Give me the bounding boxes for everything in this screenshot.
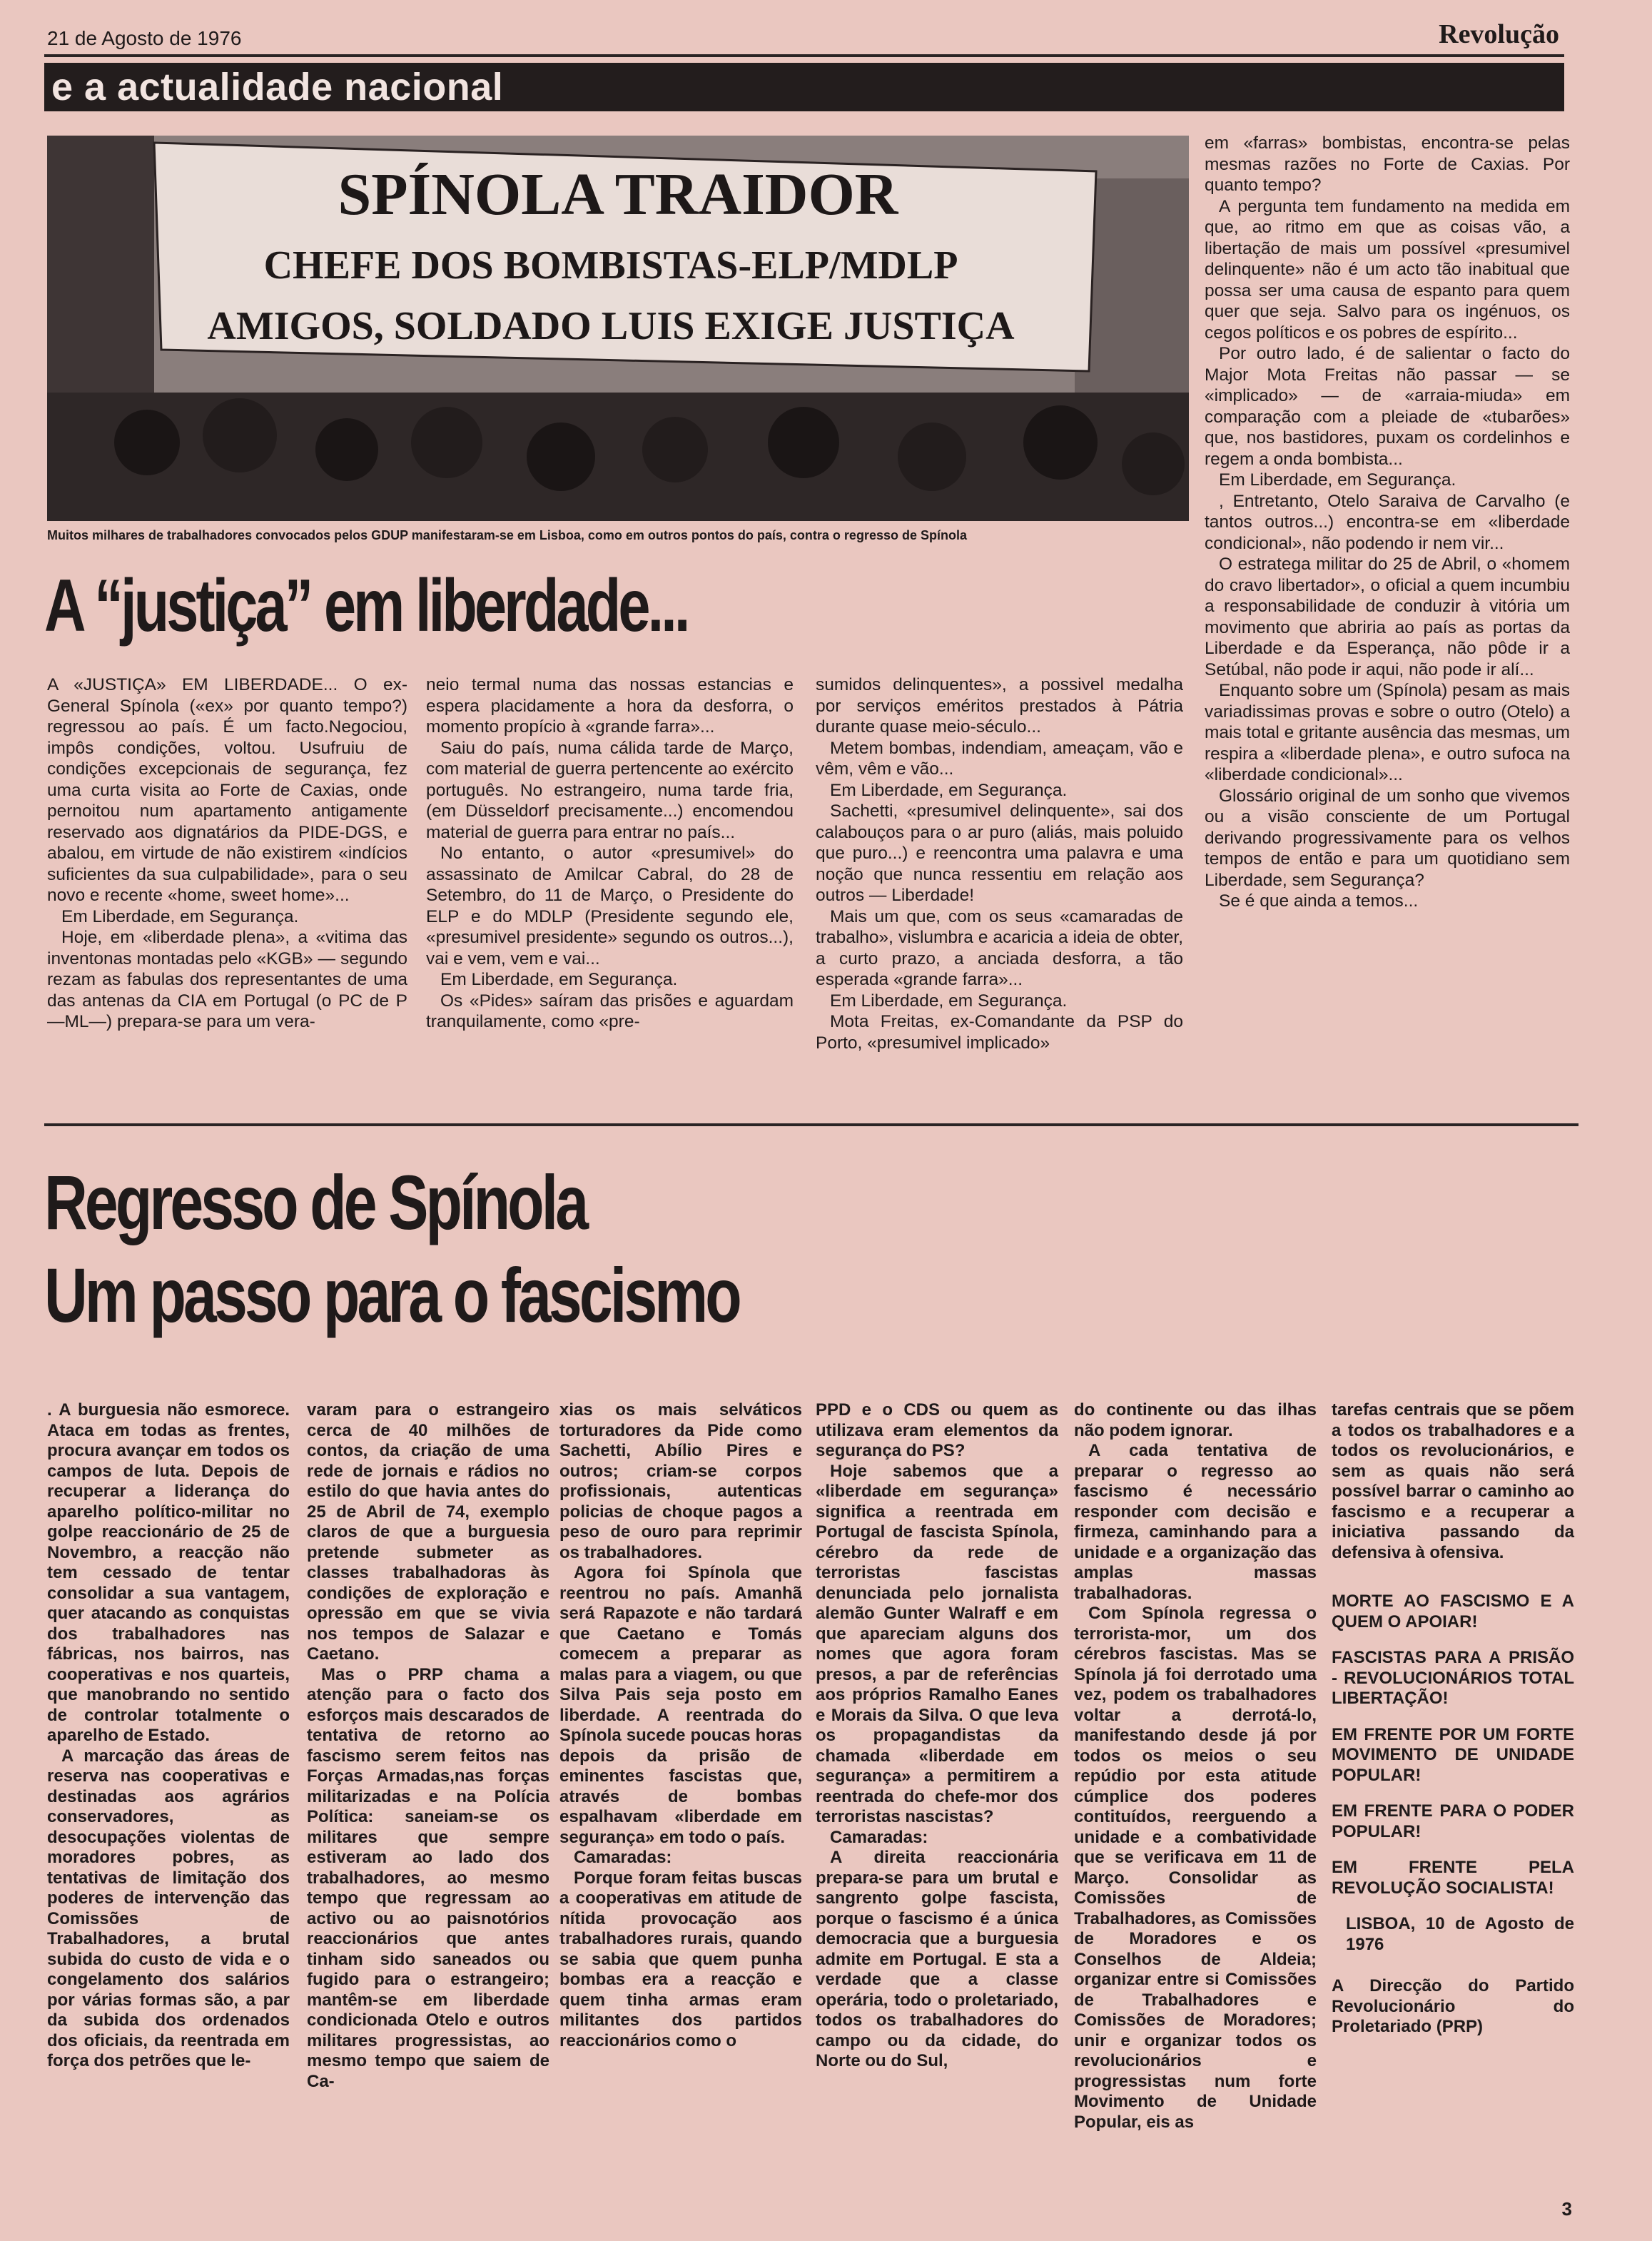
article2-headline-line-2: Um passo para o fascismo	[44, 1252, 739, 1338]
article1-headline: A “justiça” em liberdade...	[44, 565, 688, 647]
article1-column-1	[47, 674, 407, 1033]
paragraph: Hoje, em «liberdade plena», a «vitima das inventonas montadas pelo «KGB» — segundo rezam as fabulas dos representantes de uma das antenas da CIA em Portugal (o PC de P —ML—) prepara-se para um vera-	[47, 928, 407, 1031]
article2-headline	[44, 1156, 739, 1342]
paragraph: Enquanto sobre um (Spínola) pesam as mais variadissimas provas e sobre o outro (Otelo) a mais total e gritante ausência das mesmas, um respira a «liberdade plena», e outro sufoca na «liberdade condicional»...	[1205, 681, 1571, 784]
paragraph: , Entretanto, Otelo Saraiva de Carvalho (e tantos outros...) encontra-se em «liberdade condicional», não podendo ir nem vir...	[1205, 491, 1570, 553]
article2-column-1	[47, 1400, 290, 2072]
paragraph: Sachetti, «presumivel delinquente», sai dos calabouços para o ar puro (aliás, mais poluido que puro...) e reencontra uma palavra e uma noção que nunca ressentiu em relação aos outros — Liberdade!	[816, 801, 1183, 905]
paragraph: A pergunta tem fundamento na medida em que, ao ritmo em que as coisas vão, a libertação de mais um possível «presumivel delinquente» não é um acto tão inabitual que possa ser uma causa de espanto para quem quer que seja. Salvo para os ingénuos, os cegos políticos e os pobres de espírito...	[1205, 196, 1570, 343]
article1-column-3	[816, 674, 1183, 1053]
article2-column-6	[1332, 1400, 1574, 2038]
paragraph: Os «Pides» saíram das prisões e aguardam tranquilamente, como «pre-	[426, 991, 794, 1031]
paragraph: Glossário original de um sonho que vivemos ou a visão consciente de um Portugal derivando progressivamente para os velhos tempos de então e para um quotidiano sem Liberdade, sem Segurança?	[1205, 786, 1570, 890]
paragraph: Mais um que, com os seus «camaradas de trabalho», vislumbra e acaricia a ideia de obter, a curto prazo, a anciada desforra, a tão esperada «grande farra»...	[816, 906, 1183, 989]
paragraph: No entanto, o autor «presumivel» do assassinato de Amilcar Cabral, do 28 de Setembro, do 11 de Março, o Presidente do ELP e do MDLP (Presidente segundo ele, «presumivel presidente» segundo os outros...), vai e vem, vem e vai...	[426, 844, 794, 968]
section-bar	[44, 63, 1564, 111]
paragraph: A cada tentativa de preparar o regresso ao fascismo é necessário responder com decisão e firmeza, caminhando para a unidade e a organização das amplas massas trabalhadoras.	[1074, 1441, 1317, 1603]
paragraph: Em Liberdade, em Segurança.	[440, 970, 678, 989]
paragraph: Metem bombas, indendiam, ameaçam, vão e vêm, vêm e vão...	[816, 738, 1183, 779]
paragraph: Em Liberdade, em Segurança.	[61, 906, 299, 926]
place-date: LISBOA, 10 de Agosto de 1976	[1346, 1914, 1574, 1954]
protest-photo-illustration	[47, 136, 1189, 521]
paragraph: tarefas centrais que se põem a todos os trabalhadores e a todos os revolucionários, e sem as quais não será possível barrar o caminho ao fascismo e a recuperar a iniciativa passando da defensiva à ofensiva.	[1332, 1400, 1574, 1562]
article1-column-2	[426, 674, 794, 1033]
section-title: e a actualidade nacional	[51, 66, 504, 108]
article1-column-4	[1205, 133, 1570, 912]
paragraph: Porque foram feitas buscas a cooperativas em atitude de nítida provocação aos trabalhadores rurais, quando se sabia que quem punha bombas era a reacção e quem tinha armas eram militantes dos partidos reaccionários como o	[559, 1868, 802, 2050]
article2-headline-line-1: Regresso de Spínola	[44, 1159, 587, 1245]
slogan: EM FRENTE POR UM FORTE MOVIMENTO DE UNIDADE POPULAR!	[1332, 1724, 1574, 1785]
banner-line-1: SPÍNOLA TRAIDOR	[338, 161, 898, 228]
paragraph: Mota Freitas, ex-Comandante da PSP do Porto, «presumivel implicado»	[816, 1012, 1183, 1053]
article2-column-4	[816, 1400, 1058, 2072]
slogan: EM FRENTE PELA REVOLUÇÃO SOCIALISTA!	[1332, 1858, 1574, 1898]
paragraph: A direita reaccionária prepara-se para um brutal e sangrento golpe fascista, porque o fascismo é a única democracia que a burguesia admite em Portugal. E sta a verdade que a classe operária, todo o proletariado, todos os trabalhadores do campo ou da cidade, do Norte ou do Sul,	[816, 1848, 1058, 2070]
photo-caption: Muitos milhares de trabalhadores convocados pelos GDUP manifestaram-se em Lisboa, como em outros pontos do país, contra o regresso de Spínola	[47, 528, 967, 542]
paragraph: varam para o estrangeiro cerca de 40 milhões de contos, da criação de uma rede de jornais e rádios no estilo do que havia antes do 25 de Abril de 74, exemplo claros de que a burguesia pretende submeter as classes trabalhadoras às condições de exploração e opressão em que se vivia nos tempos de Salazar e Caetano.	[307, 1400, 549, 1664]
paragraph: O estratega militar do 25 de Abril, o «homem do cravo libertador», o oficial a quem incumbiu a responsabilidade de conduzir à vitória um movimento que abriria ao país as portas da Liberdade e da Esperança, não pôde ir a Setúbal, não pode ir aqui, não pode ir alí...	[1205, 555, 1570, 679]
paragraph: Hoje sabemos que a «liberdade em segurança» significa a reentrada em Portugal de fascista Spínola, cérebro da rede de terroristas fascistas denunciada pelo jornalista alemão Gunter Walraff e em que apareciam alguns dos nomes que agora foram presos, a par de referências aos próprios Ramalho Eanes e Morais da Silva. O que leva os propagandistas da chamada «liberdade em segurança» a permitirem a reentrada do chefe-mor dos terroristas nascistas?	[816, 1461, 1058, 1826]
article2-column-3	[559, 1400, 802, 2051]
paragraph: Em Liberdade, em Segurança.	[830, 780, 1068, 800]
slogan: FASCISTAS PARA A PRISÃO - REVOLUCIONÁRIOS TOTAL LIBERTAÇÃO!	[1332, 1648, 1574, 1708]
paragraph: Camaradas:	[830, 1827, 928, 1847]
page-number: 3	[1561, 2198, 1572, 2220]
paragraph: Em Liberdade, em Segurança.	[1219, 470, 1456, 490]
article2-column-2	[307, 1400, 549, 2092]
paragraph: A marcação das áreas de reserva nas cooperativas e destinadas aos agrários conservadores, as desocupações violentas de moradores pobres, as tentativas de limitação dos poderes de intervenção das Comissões de Trabalhadores, a brutal subida do custo de vida e o congelamento dos salários por várias formas são, a par da subida dos ordenados dos oficiais, da reentrada em força dos petrões que le-	[47, 1746, 290, 2070]
paragraph: Se é que ainda a temos...	[1219, 891, 1419, 911]
paragraph: Com Spínola regressa o terrorista-mor, um dos cérebros fascistas. Mas se Spínola já foi derrotado uma vez, podem os trabalhadores voltar a derrotá-lo, manifestando desde já por todos os meios o seu repúdio por esta atitude cúmplice dos poderes contituídos, reerguendo a unidade e a combatividade que se verificava em 11 de Março. Consolidar as Comissões de Trabalhadores, as Comissões de Moradores e os Conselhos de Aldeia; organizar entre si Comissões de Trabalhadores e Comissões de Moradores; unir e organizar todos os revolucionários e progressistas num forte Movimento de Unidade Popular, eis as	[1074, 1604, 1317, 2132]
paragraph: do continente ou das ilhas não podem ignorar.	[1074, 1400, 1317, 1440]
protest-photo	[47, 136, 1189, 521]
paragraph: PPD e o CDS ou quem as utilizava eram elementos da segurança do PS?	[816, 1400, 1058, 1460]
paragraph: Em Liberdade, em Segurança.	[830, 991, 1068, 1011]
paragraph: Camaradas:	[574, 1848, 672, 1867]
paragraph: xias os mais selváticos torturadores da Pide como Sachetti, Abílio Pires e outros; criam-se corpos profissionais, autenticas policias de choque pagos a peso de ouro para reprimir os trabalhadores.	[559, 1400, 802, 1562]
issue-date: 21 de Agosto de 1976	[47, 27, 242, 49]
paragraph: Saiu do país, numa cálida tarde de Março, com material de guerra pertencente ao exército português. No estrangeiro, numa tarde fria, (em Düsseldorf precisamente...) encomendou material de guerra para entrar no país...	[426, 738, 794, 842]
header-rule	[44, 54, 1564, 57]
slogan: MORTE AO FASCISMO E A QUEM O APOIAR!	[1332, 1592, 1574, 1632]
masthead: Revolução	[1439, 19, 1559, 49]
paragraph: Mas o PRP chama a atenção para o facto dos esforços mais descarados de tentativa de retorno ao fascismo serem feitos nas Forças Armadas,nas forças militarizadas e na Polícia Política: saneiam-se os militares que sempre estiveram ao lado dos trabalhadores, ao mesmo tempo que regressam ao activo ou ao paisnotórios reaccionários que antes tinham sido saneados ou fugido para o estrangeiro; mantêm-se em liberdade condicionada Otelo e outros militares progressistas, ao mesmo tempo que saiem de Ca-	[307, 1664, 549, 2091]
slogan: EM FRENTE PARA O PODER POPULAR!	[1332, 1801, 1574, 1841]
paragraph: Agora foi Spínola que reentrou no país. Amanhã será Rapazote e não tardará que Caetano e Tomás comecem a preparar as malas para a viagem, ou que Silva Pais seja posto em liberdade. A reentrada do Spínola sucede poucas horas depois da prisão de eminentes fascistas que, através de bombas espalhavam «liberdade em segurança» em todo o país.	[559, 1563, 802, 1847]
paragraph: sumidos delinquentes», a possivel medalha por serviços eméritos prestados à Pátria durante quase meio-século...	[816, 675, 1183, 737]
banner-line-2: CHEFE DOS BOMBISTAS-ELP/MDLP	[263, 243, 958, 288]
paragraph: em «farras» bombistas, encontra-se pelas mesmas razões no Forte de Caxias. Por quanto tempo?	[1205, 133, 1570, 195]
paragraph: . A burguesia não esmorece. Ataca em todas as frentes, procura avançar em todos os campos de luta. Depois de recuperar a liderança do aparelho político-militar no golpe reaccionário de 25 de Novembro, a reacção não tem cessado de tentar consolidar a sua vantagem, quer atacando as conquistas dos trabalhadores nas fábricas, nos bairros, nas cooperativas e nos quarteis, que manobrando no sentido de controlar totalmente o aparelho de Estado.	[47, 1400, 290, 1745]
paragraph: neio termal numa das nossas estancias e espera placidamente a hora da desforra, o momento propício à «grande farra»...	[426, 675, 794, 737]
banner-line-3: AMIGOS, SOLDADO LUIS EXIGE JUSTIÇA	[207, 304, 1015, 348]
article2-column-5	[1074, 1400, 1317, 2133]
article-divider	[44, 1123, 1578, 1126]
paragraph: Por outro lado, é de salientar o facto do Major Mota Freitas não passar — se «implicado» — de «arraia-miuda» em comparação com a pleiade de «tubarões» que, nos bastidores, puxam os cordelinhos e regem a onda bombista...	[1205, 344, 1570, 469]
paragraph: A «JUSTIÇA» EM LIBERDADE... O ex-General Spínola («ex» por quanto tempo?) regressou ao país. É um facto.Negociou, impôs condições, voltou. Usufruiu de condições excepcionais de segurança, fez uma curta visita ao Forte de Caxias, onde pernoitou num apartamento antigamente reservado aos dignatários da PIDE-DGS, e abalou, em virtude de não existirem «indícios suficientes da sua culpabilidade», para o seu novo e recente «home, sweet home»...	[47, 675, 407, 905]
signature: A Direcção do Partido Revolucionário do Proletariado (PRP)	[1332, 1976, 1574, 2036]
